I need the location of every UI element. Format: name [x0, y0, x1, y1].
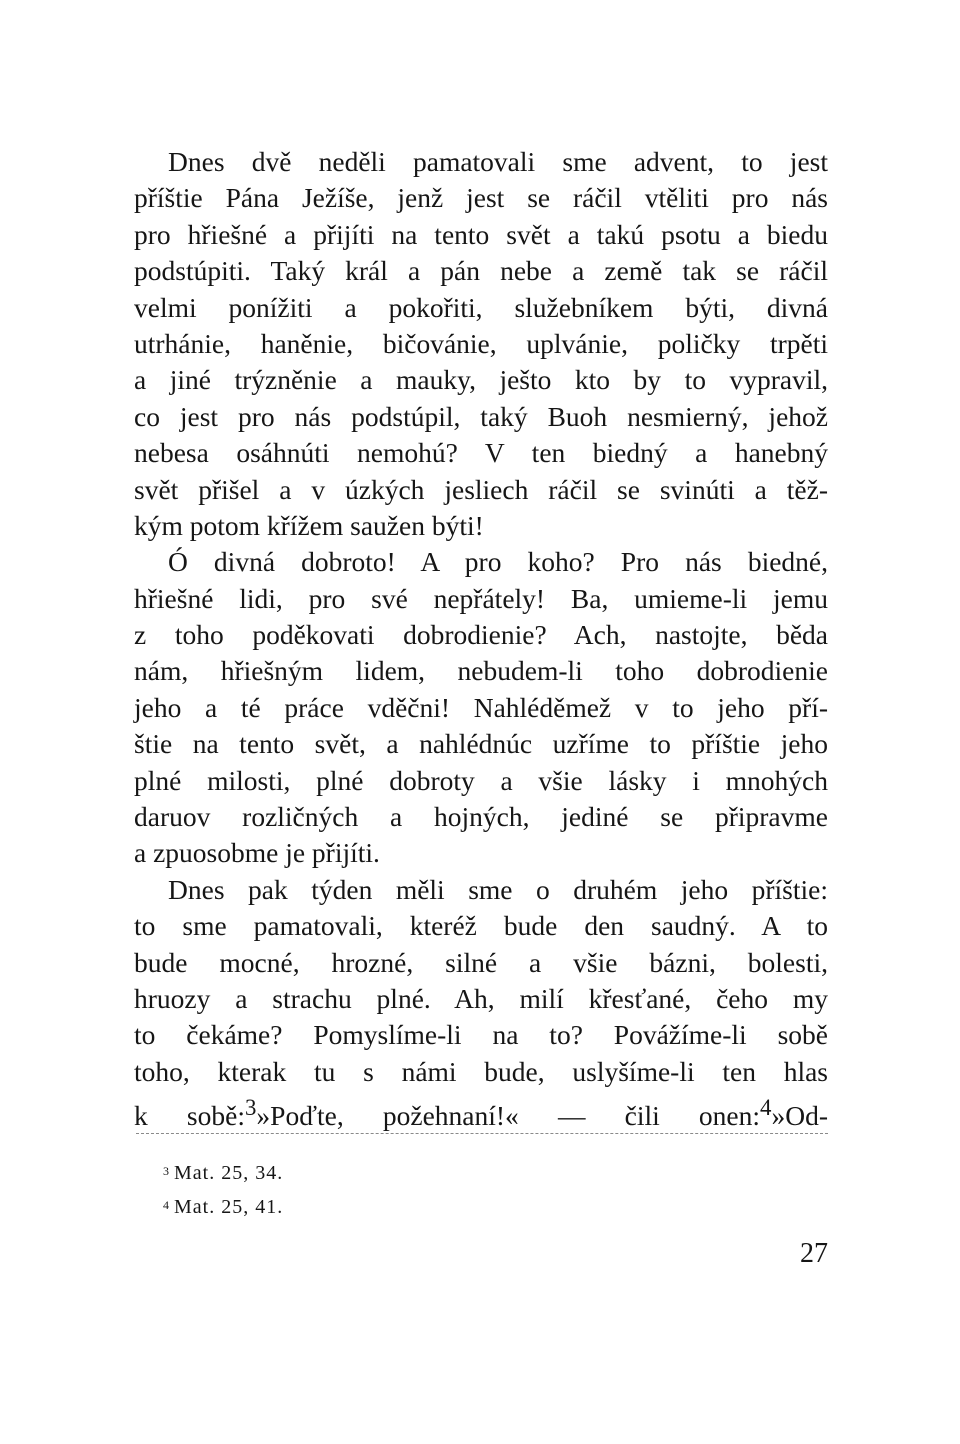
text-line: z toho poděkovati dobrodienie? Ach, nastojte, běda [134, 619, 828, 651]
text-line: hřiešné lidi, pro své nepřátely! Ba, umieme-li jemu [134, 582, 828, 614]
footnote-text: Mat. 25, 41. [174, 1196, 284, 1218]
text-line: nám, hřiešným lidem, nebudem-li toho dobrodienie [134, 655, 828, 687]
text-fragment: »Poďte, požehnaní!« — čili onen: [256, 1100, 761, 1132]
text-line: štie na tento svět, a nahlédnúc uzříme to příštie jeho [134, 728, 828, 760]
footnote-mark: 3 [163, 1164, 170, 1178]
text-line: plné milosti, plné dobroty a všie lásky i mnohých [134, 764, 828, 796]
text-line: daruov rozličných a hojných, jediné se připravme [134, 801, 828, 833]
footnote-text: Mat. 25, 34. [174, 1162, 284, 1184]
text-line: bude mocné, hrozné, silné a všie bázni, bolesti, [134, 946, 828, 978]
text-line: a jiné trýzněnie a mauky, ješto kto by to vypravil, [134, 364, 828, 396]
text-line: příštie Pána Ježíše, jenž jest se ráčil vtěliti pro nás [134, 182, 828, 214]
text-line: Ó divná dobroto! A pro koho? Pro nás biedné, [168, 546, 828, 578]
text-line: to sme pamatovali, kteréž bude den saudný. A to [134, 910, 828, 942]
page-number: 27 [800, 1238, 828, 1269]
footnote-ref: 3 [244, 1095, 257, 1121]
text-line: podstúpiti. Taký král a pán nebe a země tak se ráčil [134, 255, 828, 287]
text-line: kým potom křížem saužen býti! [134, 509, 484, 541]
footnote-mark: 4 [163, 1198, 170, 1212]
text-line-with-footnote-refs [134, 1090, 828, 1132]
text-line: to čekáme? Pomyslíme-li na to? Povážíme-li sobě [134, 1019, 828, 1051]
text-line: toho, kterak tu s námi bude, uslyšíme-li ten hlas [134, 1055, 828, 1087]
text-line: Dnes dvě neděli pamatovali sme advent, to jest [168, 146, 828, 177]
text-line: velmi ponížiti a pokořiti, služebníkem býti, divná [134, 291, 828, 323]
text-line: nebesa osáhnúti nemohú? V ten biedný a hanebný [134, 437, 828, 469]
footnote [163, 1157, 283, 1191]
text-line: a zpuosobme je přijíti. [134, 837, 380, 869]
footnotes [163, 1157, 283, 1225]
text-fragment: k sobě: [134, 1100, 245, 1132]
text-line: co jest pro nás podstúpil, taký Buoh nesmierný, jehož [134, 400, 828, 432]
footnote-ref: 4 [760, 1095, 772, 1121]
text-line: utrhánie, haněnie, bičovánie, uplvánie, poličky trpěti [134, 327, 828, 359]
text-line: Dnes pak týden měli sme o druhém jeho příštie: [168, 873, 828, 905]
text-line: svět přišel a v úzkých jesliech ráčil se svinúti a těž- [134, 473, 828, 505]
text-line: pro hřiešné a přijíti na tento svět a takú psotu a biedu [134, 218, 828, 250]
text-fragment: »Od- [771, 1100, 828, 1132]
footnote [163, 1191, 283, 1225]
text-line: jeho a té práce vděčni! Nahléděmež v to jeho pří- [134, 691, 828, 723]
text-line: hruozy a strachu plné. Ah, milí křesťané, čeho my [134, 982, 828, 1014]
footnote-divider [136, 1133, 828, 1134]
body-text [134, 144, 828, 1132]
